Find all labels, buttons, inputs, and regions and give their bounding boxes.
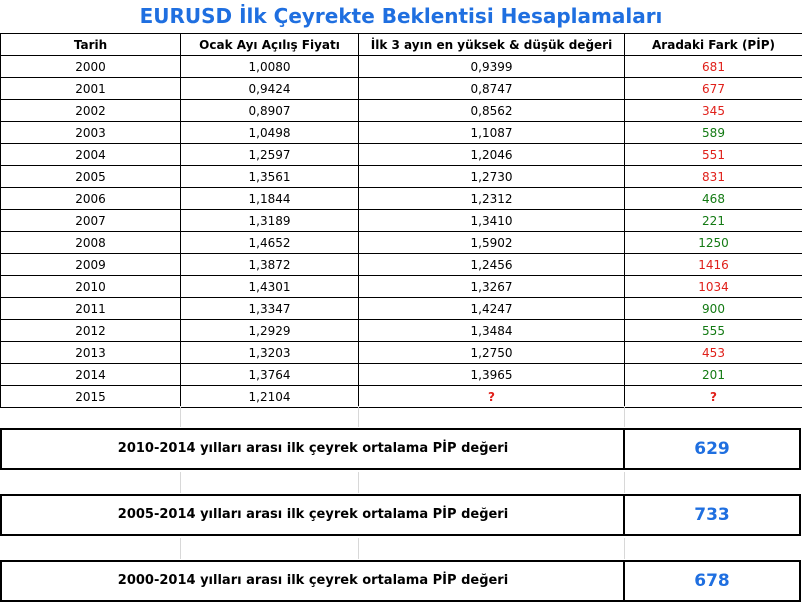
- extreme-value-cell: 1,3410: [359, 210, 625, 232]
- pip-cell: 551: [625, 144, 802, 166]
- header-extreme-value: İlk 3 ayın en yüksek & düşük değeri: [359, 34, 625, 56]
- pip-cell: ?: [625, 386, 802, 408]
- spacer-row: [0, 406, 802, 427]
- table-row: [1, 254, 802, 276]
- pip-cell: 345: [625, 100, 802, 122]
- open-price-cell: 1,2104: [181, 386, 359, 408]
- extreme-value-cell: 1,3484: [359, 320, 625, 342]
- table-row: [1, 232, 802, 254]
- pip-cell: 453: [625, 342, 802, 364]
- year-cell: 2005: [1, 166, 181, 188]
- table-row: [1, 386, 802, 408]
- extreme-value-cell: 0,8747: [359, 78, 625, 100]
- extreme-value-cell: 1,3267: [359, 276, 625, 298]
- open-price-cell: 1,3347: [181, 298, 359, 320]
- average-label: 2000-2014 yılları arası ilk çeyrek ortalama PİP değeri: [117, 573, 509, 588]
- pip-cell: 1416: [625, 254, 802, 276]
- data-table: [0, 33, 802, 408]
- open-price-cell: 1,3203: [181, 342, 359, 364]
- open-price-cell: 1,0498: [181, 122, 359, 144]
- extreme-value-cell: 1,2456: [359, 254, 625, 276]
- year-cell: 2013: [1, 342, 181, 364]
- header-date: Tarih: [1, 34, 181, 56]
- table-row: [1, 78, 802, 100]
- year-cell: 2001: [1, 78, 181, 100]
- extreme-value-cell: 1,4247: [359, 298, 625, 320]
- year-cell: 2003: [1, 122, 181, 144]
- spacer-row: [0, 472, 802, 493]
- average-label: 2010-2014 yılları arası ilk çeyrek ortalama PİP değeri: [117, 441, 509, 456]
- average-value: 733: [694, 505, 730, 525]
- pip-cell: 201: [625, 364, 802, 386]
- open-price-cell: 1,0080: [181, 56, 359, 78]
- year-cell: 2014: [1, 364, 181, 386]
- open-price-cell: 1,4301: [181, 276, 359, 298]
- pip-cell: 681: [625, 56, 802, 78]
- pip-cell: 677: [625, 78, 802, 100]
- open-price-cell: 0,8907: [181, 100, 359, 122]
- year-cell: 2006: [1, 188, 181, 210]
- year-cell: 2002: [1, 100, 181, 122]
- open-price-cell: 0,9424: [181, 78, 359, 100]
- pip-cell: 555: [625, 320, 802, 342]
- pip-cell: 1250: [625, 232, 802, 254]
- year-cell: 2000: [1, 56, 181, 78]
- table-row: [1, 276, 802, 298]
- spacer-row: [0, 538, 802, 559]
- open-price-cell: 1,3764: [181, 364, 359, 386]
- extreme-value-cell: 1,2730: [359, 166, 625, 188]
- extreme-value-cell: 1,3965: [359, 364, 625, 386]
- table-row: [1, 56, 802, 78]
- pip-cell: 589: [625, 122, 802, 144]
- average-box-2005-2014: [0, 494, 801, 536]
- year-cell: 2004: [1, 144, 181, 166]
- extreme-value-cell: ?: [359, 386, 625, 408]
- table-row: [1, 342, 802, 364]
- table-row: [1, 188, 802, 210]
- year-cell: 2015: [1, 386, 181, 408]
- average-box-2000-2014: [0, 560, 801, 602]
- year-cell: 2012: [1, 320, 181, 342]
- pip-cell: 900: [625, 298, 802, 320]
- open-price-cell: 1,2597: [181, 144, 359, 166]
- year-cell: 2008: [1, 232, 181, 254]
- table-row: [1, 144, 802, 166]
- average-value: 629: [694, 439, 730, 459]
- extreme-value-cell: 1,1087: [359, 122, 625, 144]
- year-cell: 2007: [1, 210, 181, 232]
- extreme-value-cell: 1,5902: [359, 232, 625, 254]
- open-price-cell: 1,4652: [181, 232, 359, 254]
- header-pip-difference: Aradaki Fark (PİP): [625, 34, 802, 56]
- average-label: 2005-2014 yılları arası ilk çeyrek ortalama PİP değeri: [117, 507, 509, 522]
- pip-cell: 831: [625, 166, 802, 188]
- page-title: EURUSD İlk Çeyrekte Beklentisi Hesaplamaları: [139, 4, 663, 28]
- open-price-cell: 1,3561: [181, 166, 359, 188]
- average-value: 678: [694, 571, 730, 591]
- open-price-cell: 1,3189: [181, 210, 359, 232]
- pip-cell: 1034: [625, 276, 802, 298]
- table-row: [1, 100, 802, 122]
- table-header-row: [1, 34, 802, 56]
- table-row: [1, 210, 802, 232]
- table-row: [1, 364, 802, 386]
- data-table-container: [0, 33, 802, 408]
- extreme-value-cell: 1,2312: [359, 188, 625, 210]
- year-cell: 2010: [1, 276, 181, 298]
- table-row: [1, 320, 802, 342]
- table-body: [1, 56, 802, 408]
- table-row: [1, 122, 802, 144]
- open-price-cell: 1,2929: [181, 320, 359, 342]
- year-cell: 2009: [1, 254, 181, 276]
- extreme-value-cell: 0,9399: [359, 56, 625, 78]
- extreme-value-cell: 1,2046: [359, 144, 625, 166]
- pip-cell: 221: [625, 210, 802, 232]
- open-price-cell: 1,3872: [181, 254, 359, 276]
- extreme-value-cell: 1,2750: [359, 342, 625, 364]
- table-row: [1, 298, 802, 320]
- pip-cell: 468: [625, 188, 802, 210]
- average-box-2010-2014: [0, 428, 801, 470]
- extreme-value-cell: 0,8562: [359, 100, 625, 122]
- open-price-cell: 1,1844: [181, 188, 359, 210]
- header-open-price: Ocak Ayı Açılış Fiyatı: [181, 34, 359, 56]
- year-cell: 2011: [1, 298, 181, 320]
- table-row: [1, 166, 802, 188]
